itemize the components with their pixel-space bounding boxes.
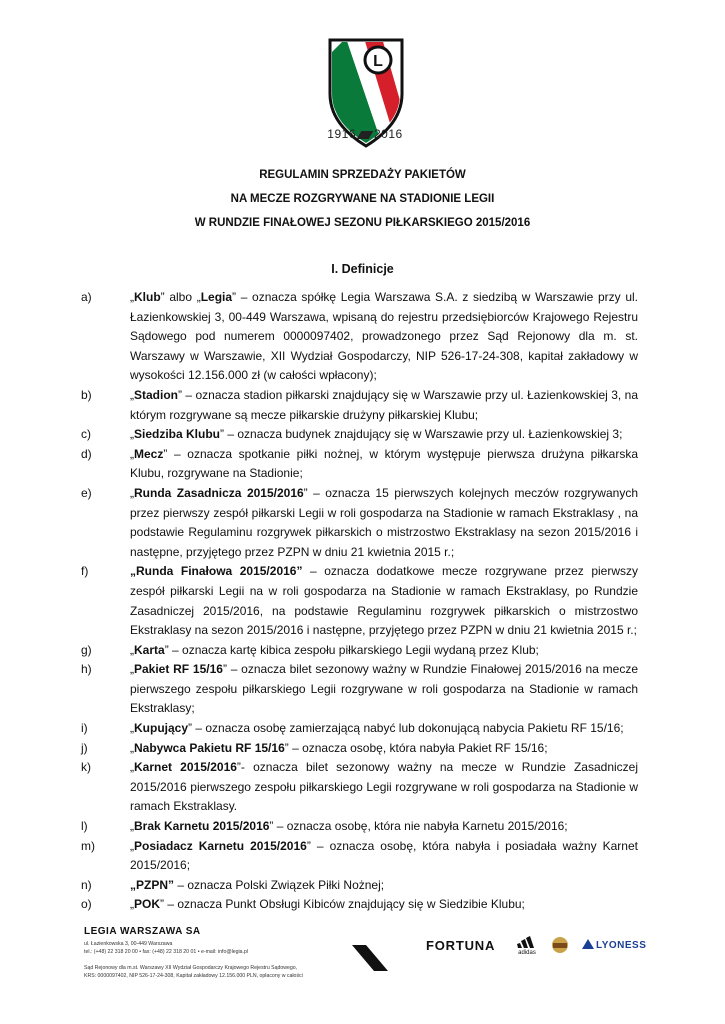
definition-item: b) „Stadion” – oznacza stadion piłkarski znajdujący się w Warszawie przy ul. Łazienkowskiej 3, na którym rozgrywane są mecze piłkarskie drużyny piłkarskiej Klubu;: [81, 387, 638, 422]
document-title: [0, 163, 725, 235]
definition-marker: g): [81, 642, 92, 657]
definition-marker: o): [81, 897, 92, 912]
definition-term: Posiadacz Karnetu 2015/2016: [134, 838, 307, 853]
definition-text: ” – oznacza kartę kibica zespołu piłkarskiego Legii wydaną przez Klub;: [164, 642, 539, 657]
definition-text: ” – oznacza osobę, która nie nabyła Karnetu 2015/2016;: [269, 819, 568, 834]
definition-item: [81, 562, 639, 640]
definition-term: Kupujący: [134, 721, 189, 736]
definition-marker: b): [81, 387, 92, 402]
definition-marker: m): [81, 838, 95, 853]
definition-item: o) „POK” – oznacza Punkt Obsługi Kibiców znajdujący się w Siedzibie Klubu;: [108, 895, 638, 915]
definition-item: j) „Nabywca Pakietu RF 15/16” – oznacza osobę, która nabyła Pakiet RF 15/16;: [108, 739, 638, 759]
adidas-logo: [512, 936, 542, 956]
adidas-stripes-icon: [516, 936, 538, 948]
definition-item: [81, 876, 638, 896]
definition-text: ” – oznacza osobę zamierzającą nabyć lub dokonującą nabycia Pakietu RF 15/16;: [188, 721, 624, 736]
lyoness-logo: [582, 939, 646, 951]
definition-term: Pakiet RF 15/16: [134, 662, 223, 677]
definition-marker: i): [81, 721, 88, 736]
fortuna-logo: FORTUNA: [426, 938, 496, 953]
definition-text: ” – oznacza osobę, która nabyła Pakiet RF 15/16;: [284, 740, 548, 755]
definition-item: m) „Posiadacz Karnetu 2015/2016” – oznacza osobę, która nabyła i posiadała ważny Karnet 2015/2016;: [81, 838, 638, 873]
definition-item: g) „Karta” – oznacza kartę kibica zespołu piłkarskiego Legii wydaną przez Klub;: [108, 641, 638, 661]
definition-text: ” – oznacza bilet sezonowy ważny w Rundzie Finałowej 2015/2016 na mecze pierwszego zespołu piłkarskiego Legii rozgrywane w roli gospodarza na Stadionie w ramach Ekstraklasy;: [130, 662, 638, 716]
crest-letter: L: [373, 53, 383, 70]
year-separator-icon: [357, 131, 374, 139]
definition-term: „PZPN”: [130, 877, 175, 892]
definition-item: h) „Pakiet RF 15/16” – oznacza bilet sezonowy ważny w Rundzie Finałowej 2015/2016 na mecze pierwszego zespołu piłkarskiego Legii rozgrywane w roli gospodarza na Stadionie w ramach Ekstraklasy;: [81, 662, 638, 716]
definition-text: ” – oznacza stadion piłkarski znajdujący się w Warszawie przy ul. Łazienkowskiej 3, na którym rozgrywane są mecze piłkarskie drużyny piłkarskiej Klubu;: [130, 387, 638, 422]
definition-text: ” – oznacza Punkt Obsługi Kibiców znajdujący się w Siedzibie Klubu;: [160, 897, 525, 912]
definition-text: ” – oznacza budynek znajdujący się w Warszawie przy ul. Łazienkowskiej 3;: [220, 427, 623, 442]
lyoness-triangle-icon: [582, 939, 594, 949]
title-line-3: W RUNDZIE FINAŁOWEJ SEZONU PIŁKARSKIEGO 2015/2016: [194, 217, 531, 229]
definition-term: Legia: [200, 290, 233, 304]
definition-text: ”- oznacza bilet sezonowy ważny na mecze w Rundzie Zasadniczej 2015/2016 pierwszego zespołu piłkarskiego Legii rozgrywane w roli gospodarza na Stadionie w ramach Ekstraklasy.: [130, 760, 638, 814]
definition-text: ” – oznacza osobę, która nabyła i posiadała ważny Karnet 2015/2016;: [130, 838, 638, 873]
definition-marker: j): [81, 740, 88, 755]
definition-term: Mecz: [134, 446, 164, 461]
definition-text: ” – oznacza 15 pierwszych kolejnych meczów rozgrywanych przez pierwszy zespół piłkarski Legii w roli gospodarza na Stadionie w ramach Ekstraklasy , na podstawie Regulaminu rozgrywek piłkarskich o mistrzostwo Ekstraklasy na sezon 2015/2016 i następne, przyjętego przez PZPN w dniu 21 kwietnia 2015 r.;: [130, 485, 638, 559]
definitions-list: [81, 288, 639, 915]
definition-marker: f): [81, 564, 89, 579]
year-end: 2016: [374, 127, 403, 141]
footer-court: Sąd Rejonowy dla m.st. Warszawy XII Wydział Gospodarczy Krajowego Rejestru Sądowego,: [84, 965, 298, 971]
definition-item: a) „Klub” albo „Legia” – oznacza spółkę Legia Warszawa S.A. z siedzibą w Warszawie przy ul. Łazienkowskiej 3, 00-449 Warszawa, wpisaną do rejestru przedsiębiorców Krajowego Rejestru Sądowego pod numerem 0000097402, prowadzonego przez Sąd Rejonowy dla m. st. Warszawy w Warszawie, XII Wydział Gospodarczy, NIP 526-17-24-308, kapitał zakładowy w wysokości 12.156.000 zł (w całości wpłacony);: [81, 290, 638, 383]
footer-company-name: LEGIA WARSZAWA SA: [84, 926, 201, 937]
lyoness-wordmark: LYONESS: [596, 940, 647, 951]
definition-term: Stadion: [134, 387, 178, 402]
definition-term: „Runda Finałowa 2015/2016”: [130, 564, 303, 579]
definition-item: d) „Mecz” – oznacza spotkanie piłki nożnej, w którym występuje pierwsza drużyna piłkarska Klubu, rozgrywane na Stadionie;: [81, 446, 638, 481]
footer-legia-mark-icon: [352, 945, 388, 971]
definition-term: Klub: [134, 290, 161, 304]
title-line-1: REGULAMIN SPRZEDAŻY PAKIETÓW: [259, 169, 466, 181]
section-heading: I. Definicje: [331, 262, 394, 276]
definition-marker: d): [81, 446, 92, 461]
definition-marker: l): [81, 819, 88, 834]
definition-item: k) „Karnet 2015/2016”- oznacza bilet sezonowy ważny na mecze w Rundzie Zasadniczej 2015/2016 pierwszego zespołu piłkarskiego Legii rozgrywane w roli gospodarza na Stadionie w ramach Ekstraklasy.: [81, 760, 638, 814]
footer-contact: tel.: (+48) 22 318 20 00 • fax: (+48) 22 318 20 01 • e-mail: info@legia.pl: [84, 949, 249, 955]
definition-text: ” – oznacza spółkę Legia Warszawa S.A. z siedzibą w Warszawie przy ul. Łazienkowskiej 3, 00-449 Warszawa, wpisaną do rejestru przedsiębiorców Krajowego Rejestru Sądowego pod numerem 0000097402, prowadzonego przez Sąd Rejonowy dla m. st. Warszawy w Warszawie, XII Wydział Gospodarczy, NIP 526-17-24-308, kapitał zakładowy w wysokości 12.156.000 zł (w całości wpłacony);: [130, 290, 638, 383]
title-line-2: NA MECZE ROZGRYWANE NA STADIONIE LEGII: [230, 193, 495, 205]
definition-marker: n): [81, 877, 92, 892]
adidas-wordmark: adidas: [518, 950, 536, 956]
definition-item: i) „Kupujący” – oznacza osobę zamierzającą nabyć lub dokonującą nabycia Pakietu RF 15/16;: [108, 719, 638, 739]
definition-marker: h): [81, 662, 92, 677]
definition-marker: a): [81, 290, 92, 304]
definition-term: POK: [134, 897, 161, 912]
logo-years: [320, 127, 410, 141]
definition-term: Karnet 2015/2016: [134, 760, 237, 775]
definition-marker: e): [81, 485, 92, 500]
sponsor-logos: [426, 934, 656, 958]
definition-marker: c): [81, 427, 91, 442]
page-footer: [84, 923, 654, 1003]
definition-term: Brak Karnetu 2015/2016: [134, 819, 270, 834]
definition-text: – oznacza Polski Związek Piłki Nożnej;: [174, 877, 385, 892]
definition-item: c) „Siedziba Klubu” – oznacza budynek znajdujący się w Warszawie przy ul. Łazienkowskiej 3;: [108, 425, 638, 445]
definition-text: ” – oznacza spotkanie piłki nożnej, w którym występuje pierwsza drużyna piłkarska Klubu, rozgrywane na Stadionie;: [130, 446, 638, 481]
definition-item: l) „Brak Karnetu 2015/2016” – oznacza osobę, która nie nabyła Karnetu 2015/2016;: [108, 817, 638, 837]
definition-term: Runda Zasadnicza 2015/2016: [134, 485, 304, 500]
year-start: 1916: [327, 127, 356, 141]
footer-registry: KRS: 0000097402, NIP 526-17-24-308, Kapitał zakładowy 12.156.000 PLN, opłacony w całości: [84, 973, 303, 979]
definition-term: Karta: [134, 642, 165, 657]
footer-address: ul. Łazienkowska 3, 00-449 Warszawa: [84, 941, 173, 947]
definition-term: Nabywca Pakietu RF 15/16: [134, 740, 285, 755]
definition-marker: k): [81, 760, 91, 775]
definition-item: e) „Runda Zasadnicza 2015/2016” – oznacza 15 pierwszych kolejnych meczów rozgrywanych przez pierwszy zespół piłkarski Legii w roli gospodarza na Stadionie w ramach Ekstraklasy , na podstawie Regulaminu rozgrywek piłkarskich o mistrzostwo Ekstraklasy na sezon 2015/2016 i następne, przyjętego przez PZPN w dniu 21 kwietnia 2015 r.;: [81, 485, 638, 559]
definition-text: – oznacza dodatkowe mecze rozgrywane przez pierwszy zespół piłkarski Legii na w roli gospodarza na Stadionie w ramach Ekstraklasy, po Rundzie Zasadniczej 2015/2016, na podstawie Regulaminu rozgrywek piłkarskich o mistrzostwo Ekstraklasy na sezon 2015/2016 i następne, przyjętego przez PZPN w dniu 21 kwietnia 2015 r.;: [130, 564, 639, 638]
definition-term: Siedziba Klubu: [134, 427, 221, 442]
sponsor-emblem-icon: [548, 935, 572, 955]
